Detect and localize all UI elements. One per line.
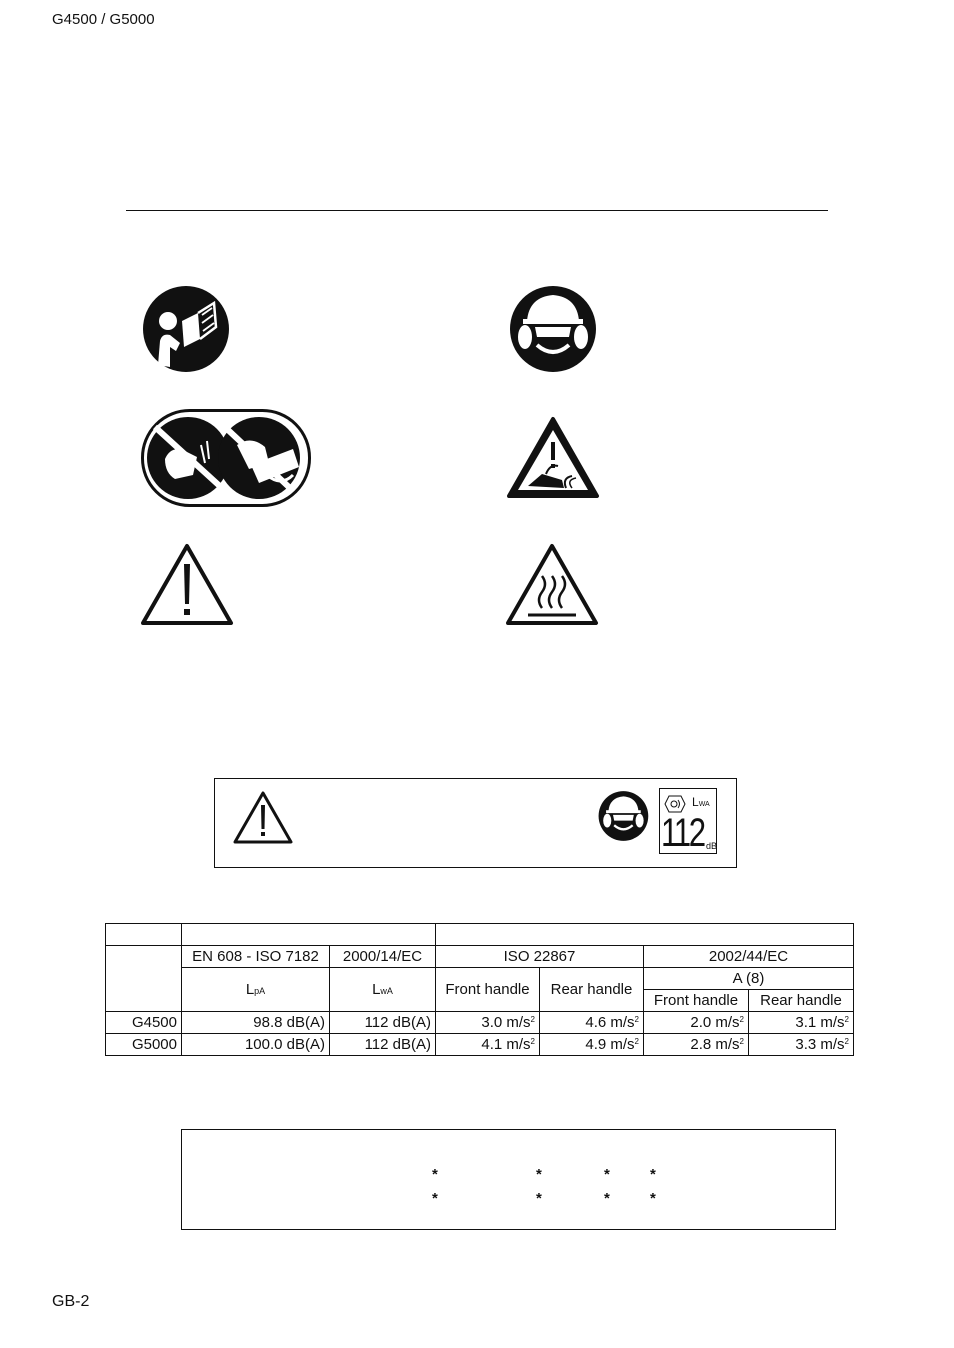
read-manual-icon <box>142 285 232 373</box>
helmet-ear-eye-protection-icon <box>509 285 599 373</box>
section-divider <box>126 210 828 211</box>
row-iso-rear: 4.6 $m/s^2$ <box>540 1012 644 1034</box>
sound-power-label: LWA <box>692 795 710 809</box>
row-model: G5000 <box>106 1034 182 1056</box>
asterisk-marker: * <box>432 1190 438 1207</box>
table-row <box>106 1012 854 1034</box>
row-a8-rear: 3.1 $m/s^2$ <box>749 1012 854 1034</box>
row-a8-front: 2.8 $m/s^2$ <box>644 1034 749 1056</box>
table-iso-rear-handle: Rear handle <box>540 968 644 1012</box>
table-a8-header: A (8) <box>644 968 854 990</box>
asterisk-marker: * <box>604 1190 610 1207</box>
table-header-empty <box>106 924 182 946</box>
table-std-2002-44-ec: 2002/44/EC <box>644 946 854 968</box>
table-header-vibration <box>436 924 854 946</box>
row-lpa: 100.0 dB(A) <box>182 1034 330 1056</box>
row-model: G4500 <box>106 1012 182 1034</box>
note-box <box>181 1129 836 1230</box>
noise-vibration-table <box>105 923 854 1056</box>
row-a8-front: 2.0 $m/s^2$ <box>644 1012 749 1034</box>
table-a8-front-handle: Front handle <box>644 990 749 1012</box>
general-warning-icon <box>139 542 235 628</box>
table-std-2000-14-ec: 2000/14/EC <box>330 946 436 968</box>
table-std-iso22867: ISO 22867 <box>436 946 644 968</box>
asterisk-marker: * <box>536 1190 542 1207</box>
ear-eye-protection-icon <box>598 790 650 842</box>
table-lwa-header: LwA <box>330 968 436 1012</box>
table-model-header <box>106 946 182 1012</box>
page-number: GB-2 <box>52 1293 90 1310</box>
table-header-noise <box>182 924 436 946</box>
row-lwa: 112 dB(A) <box>330 1012 436 1034</box>
sound-power-unit: dB <box>706 841 718 851</box>
two-hand-operation-icon <box>141 409 311 507</box>
row-iso-front: 4.1 $m/s^2$ <box>436 1034 540 1056</box>
kickback-warning-icon <box>506 416 600 500</box>
row-iso-rear: 4.9 $m/s^2$ <box>540 1034 644 1056</box>
table-iso-front-handle: Front handle <box>436 968 540 1012</box>
asterisk-marker: * <box>650 1190 656 1207</box>
table-row <box>106 1034 854 1056</box>
row-lpa: 98.8 dB(A) <box>182 1012 330 1034</box>
table-std-en608: EN 608 - ISO 7182 <box>182 946 330 968</box>
sound-power-level-badge <box>659 788 717 854</box>
hot-surface-warning-icon <box>504 542 600 628</box>
table-a8-rear-handle: Rear handle <box>749 990 854 1012</box>
asterisk-marker: * <box>604 1166 610 1183</box>
row-a8-rear: 3.3 $m/s^2$ <box>749 1034 854 1056</box>
table-lpa-header: LpA <box>182 968 330 1012</box>
page-header-title: G4500 / G5000 <box>52 11 155 28</box>
row-iso-front: 3.0 $m/s^2$ <box>436 1012 540 1034</box>
asterisk-marker: * <box>432 1166 438 1183</box>
asterisk-marker: * <box>536 1166 542 1183</box>
sound-power-value: 112 <box>661 811 704 855</box>
noise-warning-triangle-icon <box>232 790 294 846</box>
asterisk-marker: * <box>650 1166 656 1183</box>
row-lwa: 112 dB(A) <box>330 1034 436 1056</box>
